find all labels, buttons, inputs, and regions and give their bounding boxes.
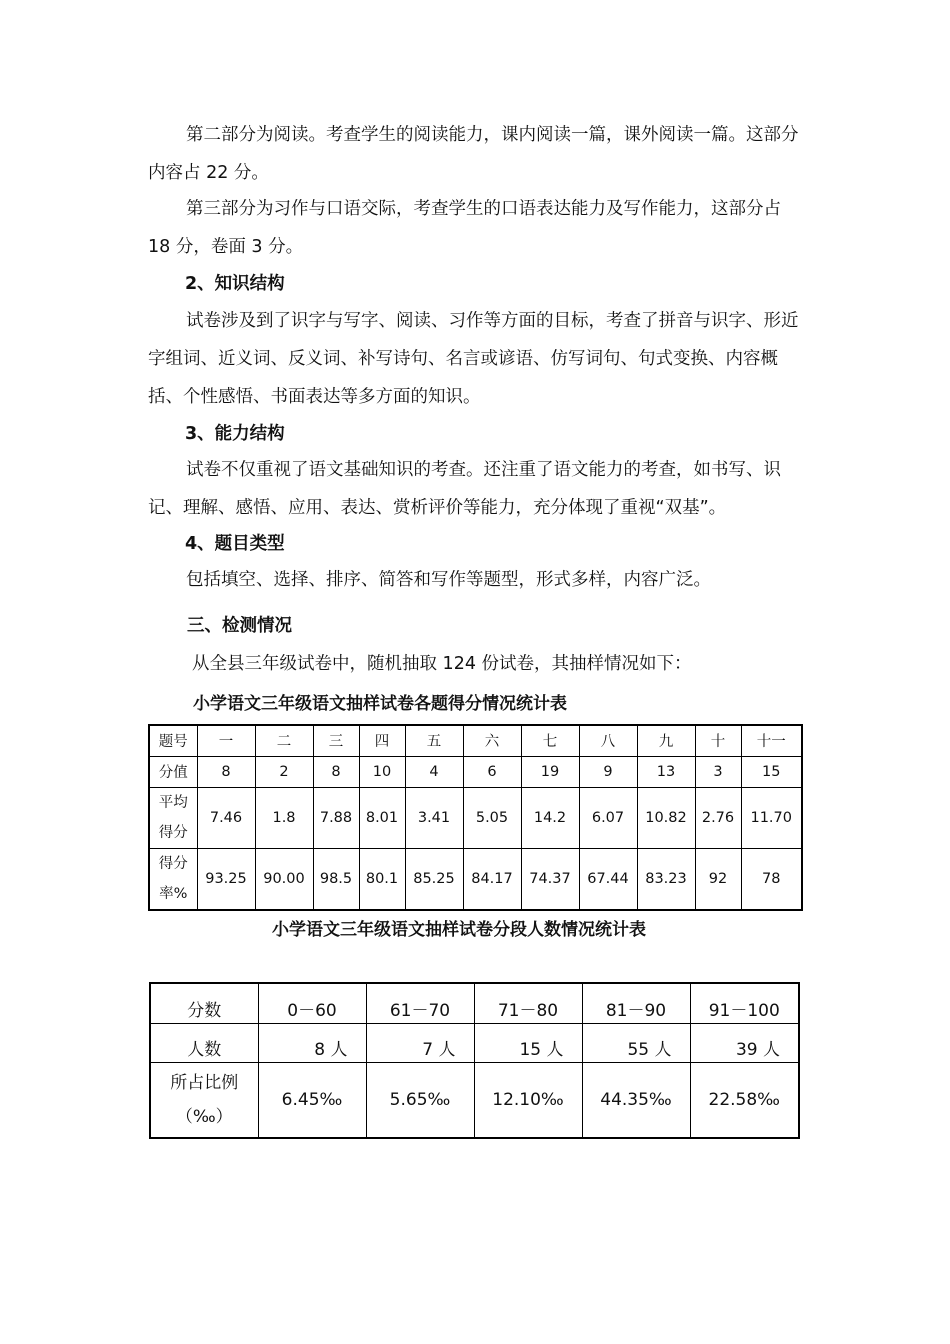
table-cell: 8: [313, 756, 359, 787]
row-label-line: （‰）: [175, 1106, 233, 1127]
table-cell: 10.82: [637, 787, 695, 848]
table-cell: 四: [359, 725, 405, 756]
table-cell: 92: [695, 848, 741, 910]
table-cell: 一: [197, 725, 255, 756]
table-cell: 2.76: [695, 787, 741, 848]
table-cell: 39 人: [690, 1023, 799, 1062]
paragraph-question-types: 包括填空、选择、排序、简答和写作等题型，形式多样，内容广泛。: [186, 570, 711, 590]
heading-test-results: 三、检测情况: [187, 616, 292, 636]
paragraph-reading: 第二部分为阅读。考查学生的阅读能力，课内阅读一篇，课外阅读一篇。这部分内容占 22 分。: [148, 125, 799, 183]
table-cell: 3: [695, 756, 741, 787]
table-cell: 4: [405, 756, 463, 787]
table-cell: 7 人: [366, 1023, 474, 1062]
table-cell: 十一: [741, 725, 802, 756]
score-distribution-table: [149, 982, 800, 1139]
table-cell: 80.1: [359, 848, 405, 910]
table-cell: 44.35‰: [582, 1062, 690, 1138]
table-cell: 98.5: [313, 848, 359, 910]
row-label: 人数: [150, 1023, 258, 1062]
table-cell: 9: [579, 756, 637, 787]
table-cell: 二: [255, 725, 313, 756]
paragraph-writing: 第三部分为习作与口语交际，考查学生的口语表达能力及写作能力，这部分占 18 分，卷面 3 分。: [148, 199, 781, 257]
table-cell: 14.2: [521, 787, 579, 848]
table-cell: 61－70: [366, 983, 474, 1023]
paragraph-sampling: 从全县三年级试卷中，随机抽取 124 份试卷，其抽样情况如下：: [192, 654, 692, 674]
table-cell: 0－60: [258, 983, 366, 1023]
table-cell: 十: [695, 725, 741, 756]
table-cell: 15: [741, 756, 802, 787]
row-label-line: 率%: [159, 885, 188, 902]
row-label: [150, 1062, 258, 1138]
table-cell: 6.07: [579, 787, 637, 848]
table-cell: 2: [255, 756, 313, 787]
table-cell: 13: [637, 756, 695, 787]
table-cell: 91－100: [690, 983, 799, 1023]
row-label: [149, 787, 197, 848]
table2-caption: 小学语文三年级语文抽样试卷分段人数情况统计表: [272, 920, 646, 940]
row-label-line: 得分: [158, 824, 188, 841]
table-cell: 81－90: [582, 983, 690, 1023]
table-row: [149, 848, 802, 910]
table-cell: 15 人: [474, 1023, 582, 1062]
table-cell: 7.88: [313, 787, 359, 848]
table-cell: 六: [463, 725, 521, 756]
table-cell: 83.23: [637, 848, 695, 910]
table-cell: 8 人: [258, 1023, 366, 1062]
heading-knowledge-structure: 2、知识结构: [185, 274, 285, 294]
row-label: 分值: [149, 756, 197, 787]
table-cell: 11.70: [741, 787, 802, 848]
table-cell: 九: [637, 725, 695, 756]
table-cell: 七: [521, 725, 579, 756]
table-cell: 19: [521, 756, 579, 787]
row-label: 题号: [149, 725, 197, 756]
table-cell: 7.46: [197, 787, 255, 848]
table-cell: 三: [313, 725, 359, 756]
table-row: [149, 756, 802, 787]
table-cell: 6: [463, 756, 521, 787]
row-label: 分数: [150, 983, 258, 1023]
row-label-line: 平均: [158, 794, 188, 811]
table-cell: 五: [405, 725, 463, 756]
table-cell: 8.01: [359, 787, 405, 848]
table-row: [150, 1062, 799, 1138]
table-cell: 55 人: [582, 1023, 690, 1062]
table1-caption: 小学语文三年级语文抽样试卷各题得分情况统计表: [193, 694, 567, 714]
table-cell: 10: [359, 756, 405, 787]
table-cell: 78: [741, 848, 802, 910]
table-row: [149, 725, 802, 756]
score-by-question-table: [148, 724, 803, 911]
paragraph-ability: 试卷不仅重视了语文基础知识的考查。还注重了语文能力的考查，如书写、识记、理解、感悟、应用、表达、赏析评价等能力，充分体现了重视“双基”。: [148, 460, 781, 518]
paragraph-knowledge: 试卷涉及到了识字与写字、阅读、习作等方面的目标，考查了拼音与识字、形近字组词、近义词、反义词、补写诗句、名言或谚语、仿写词句、句式变换、内容概括、个性感悟、书面表达等多方面的知识。: [148, 311, 799, 407]
row-label-line: 得分: [158, 855, 188, 872]
table-cell: 5.05: [463, 787, 521, 848]
table-row: [150, 983, 799, 1023]
table-row: [149, 787, 802, 848]
row-label: [149, 848, 197, 910]
table-row: [150, 1023, 799, 1062]
table-cell: 71－80: [474, 983, 582, 1023]
table-cell: 5.65‰: [366, 1062, 474, 1138]
table-cell: 12.10‰: [474, 1062, 582, 1138]
table-cell: 67.44: [579, 848, 637, 910]
table-cell: 74.37: [521, 848, 579, 910]
table-cell: 1.8: [255, 787, 313, 848]
heading-ability-structure: 3、能力结构: [185, 424, 285, 444]
table-cell: 90.00: [255, 848, 313, 910]
row-label-line: 所占比例: [170, 1072, 239, 1093]
table-cell: 八: [579, 725, 637, 756]
table-cell: 22.58‰: [690, 1062, 799, 1138]
table-cell: 93.25: [197, 848, 255, 910]
heading-question-types: 4、题目类型: [185, 534, 285, 554]
table-cell: 6.45‰: [258, 1062, 366, 1138]
table-cell: 8: [197, 756, 255, 787]
table-cell: 3.41: [405, 787, 463, 848]
table-cell: 85.25: [405, 848, 463, 910]
table-cell: 84.17: [463, 848, 521, 910]
